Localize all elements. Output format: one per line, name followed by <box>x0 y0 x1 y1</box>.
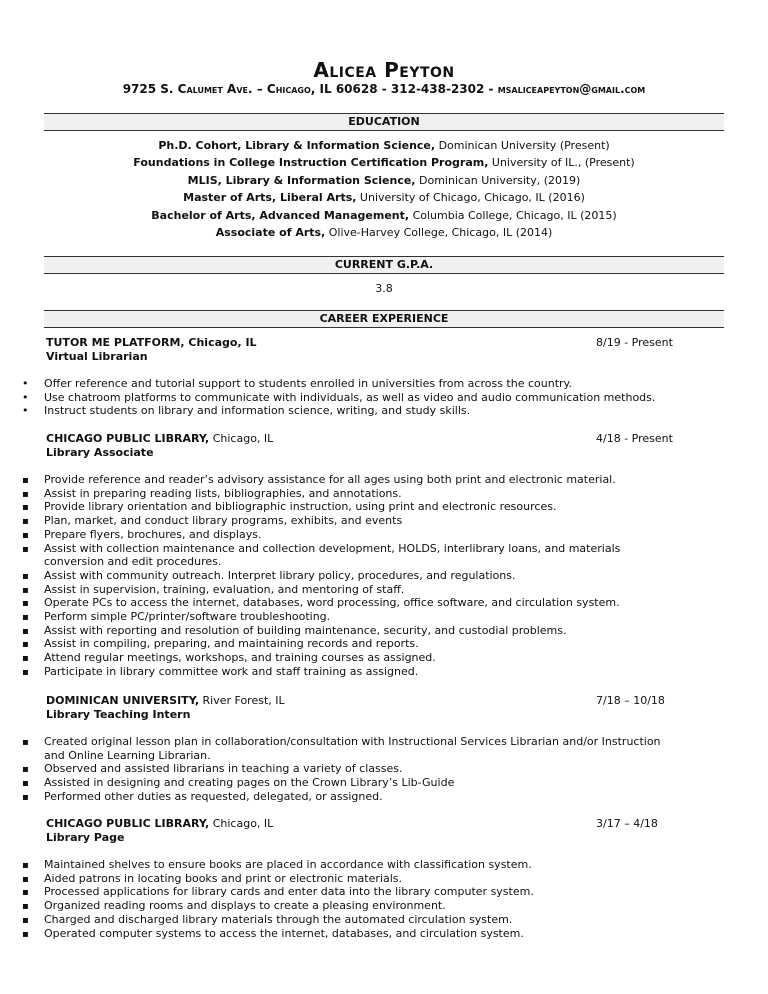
job-duties <box>0 858 680 940</box>
gpa-value: 3.8 <box>375 282 393 295</box>
bullet-icon <box>22 404 29 418</box>
bullet-icon <box>22 776 29 791</box>
gpa-heading: CURRENT G.P.A. <box>44 256 724 274</box>
bullet-icon <box>22 790 29 805</box>
job-duties <box>0 735 680 804</box>
job-entry <box>46 432 710 460</box>
job-entry <box>46 694 710 722</box>
job-location: River Forest, IL <box>199 694 285 707</box>
duty-item: ▪ Assist in preparing reading lists, bibliographies, and annotations. <box>0 487 680 501</box>
experience-heading: CAREER EXPERIENCE <box>44 310 724 328</box>
job-organization: TUTOR ME PLATFORM, Chicago, IL <box>46 336 257 349</box>
duty-item: ▪ Maintained shelves to ensure books are placed in accordance with classification system. <box>0 858 680 872</box>
bullet-icon <box>22 651 29 666</box>
bullet-icon <box>22 610 29 625</box>
duty-item: • Instruct students on library and information science, writing, and study skills. <box>0 404 680 418</box>
duty-item: ▪ Perform simple PC/printer/software troubleshooting. <box>0 610 680 624</box>
duty-item: • Offer reference and tutorial support to students enrolled in universities from across the country. <box>0 377 680 391</box>
education-heading: EDUCATION <box>44 113 724 131</box>
duty-item: ▪ Prepare flyers, brochures, and displays. <box>0 528 680 542</box>
duty-item: ▪ Provide reference and reader’s advisory assistance for all ages using both print and electronic material. <box>0 473 680 487</box>
duty-item: ▪ Assist with collection maintenance and collection development, HOLDS, interlibrary loans, and materials conversion and edit procedures. <box>0 542 680 569</box>
job-location: Chicago, IL <box>209 817 274 830</box>
education-item: Foundations in College Instruction Certification Program, University of IL., (Present) <box>133 156 635 170</box>
duty-item: ▪ Participate in library committee work and staff training as assigned. <box>0 665 680 679</box>
bullet-icon <box>22 899 29 914</box>
bullet-icon <box>22 377 29 391</box>
duty-item: ▪ Plan, market, and conduct library programs, exhibits, and events <box>0 514 680 528</box>
duty-item: ▪ Assisted in designing and creating pages on the Crown Library’s Lib-Guide <box>0 776 680 790</box>
duty-item: ▪ Processed applications for library cards and enter data into the library computer system. <box>0 885 680 899</box>
bullet-icon <box>22 487 29 502</box>
bullet-icon <box>22 872 29 887</box>
duty-item: ▪ Provide library orientation and bibliographic instruction, using print and electronic resources. <box>0 500 680 514</box>
job-organization: CHICAGO PUBLIC LIBRARY, <box>46 817 210 830</box>
bullet-icon <box>22 596 29 611</box>
bullet-icon <box>22 885 29 900</box>
duty-item: ▪ Organized reading rooms and displays to create a pleasing environment. <box>0 899 680 913</box>
bullet-icon <box>22 637 29 652</box>
education-item: Bachelor of Arts, Advanced Management, Columbia College, Chicago, IL (2015) <box>151 208 617 222</box>
bullet-icon <box>22 500 29 515</box>
duty-item: ▪ Assist in supervision, training, evaluation, and mentoring of staff. <box>0 583 680 597</box>
job-title: Library Associate <box>46 446 154 459</box>
bullet-icon <box>22 583 29 598</box>
bullet-icon <box>22 762 29 777</box>
job-duties <box>0 473 680 679</box>
job-duties <box>0 377 680 418</box>
job-dates: 7/18 – 10/18 <box>596 694 665 707</box>
duty-item: ▪ Operated computer systems to access the internet, databases, and circulation system. <box>0 927 680 941</box>
duty-item: ▪ Attend regular meetings, workshops, and training courses as assigned. <box>0 651 680 665</box>
education-item: Master of Arts, Liberal Arts, University of Chicago, Chicago, IL (2016) <box>183 191 585 205</box>
bullet-icon <box>22 569 29 584</box>
job-organization: CHICAGO PUBLIC LIBRARY, <box>46 432 210 445</box>
education-item: MLIS, Library & Information Science, Dominican University, (2019) <box>187 173 581 187</box>
duty-item: ▪ Assist with reporting and resolution of building maintenance, security, and custodial problems. <box>0 624 680 638</box>
job-location: Chicago, IL <box>209 432 274 445</box>
job-dates: 4/18 - Present <box>596 432 673 445</box>
bullet-icon <box>22 858 29 873</box>
job-dates: 8/19 - Present <box>596 336 673 349</box>
bullet-icon <box>22 391 29 405</box>
job-entry <box>46 336 710 364</box>
education-list <box>0 137 768 241</box>
duty-item: ▪ Operate PCs to access the internet, databases, word processing, office software, and circulation system. <box>0 596 680 610</box>
duty-item: ▪ Charged and discharged library materials through the automated circulation system. <box>0 913 680 927</box>
job-organization: DOMINICAN UNIVERSITY, <box>46 694 200 707</box>
bullet-icon <box>22 665 29 680</box>
job-entry <box>46 817 710 845</box>
duty-item: ▪ Performed other duties as requested, delegated, or assigned. <box>0 790 680 804</box>
duty-item: ▪ Created original lesson plan in collaboration/consultation with Instructional Services Librarian and/or Instruction and Online Learning Librarian. <box>0 735 680 762</box>
duty-item: • Use chatroom platforms to communicate with individuals, as well as video and audio communication methods. <box>0 391 680 405</box>
bullet-icon <box>22 473 29 488</box>
contact-line: 9725 S. Calumet Ave. – Chicago, IL 60628 - 312-438-2302 - msaliceapeyton@gmail.com <box>122 82 646 96</box>
bullet-icon <box>22 528 29 543</box>
education-item: Associate of Arts, Olive-Harvey College, Chicago, IL (2014) <box>215 226 553 240</box>
bullet-icon <box>22 927 29 942</box>
bullet-icon <box>22 735 29 750</box>
job-title: Library Teaching Intern <box>46 708 191 721</box>
job-title: Virtual Librarian <box>46 350 148 363</box>
bullet-icon <box>22 624 29 639</box>
duty-item: ▪ Assist with community outreach. Interpret library policy, procedures, and regulations. <box>0 569 680 583</box>
duty-item: ▪ Observed and assisted librarians in teaching a variety of classes. <box>0 762 680 776</box>
resume-name: Alicea Peyton <box>313 58 455 82</box>
education-item: Ph.D. Cohort, Library & Information Science, Dominican University (Present) <box>158 139 610 152</box>
duty-item: ▪ Assist in compiling, preparing, and maintaining records and reports. <box>0 637 680 651</box>
duty-item: ▪ Aided patrons in locating books and print or electronic materials. <box>0 872 680 886</box>
bullet-icon <box>22 514 29 529</box>
job-dates: 3/17 – 4/18 <box>596 817 658 830</box>
bullet-icon <box>22 542 29 557</box>
bullet-icon <box>22 913 29 928</box>
job-title: Library Page <box>46 831 125 844</box>
